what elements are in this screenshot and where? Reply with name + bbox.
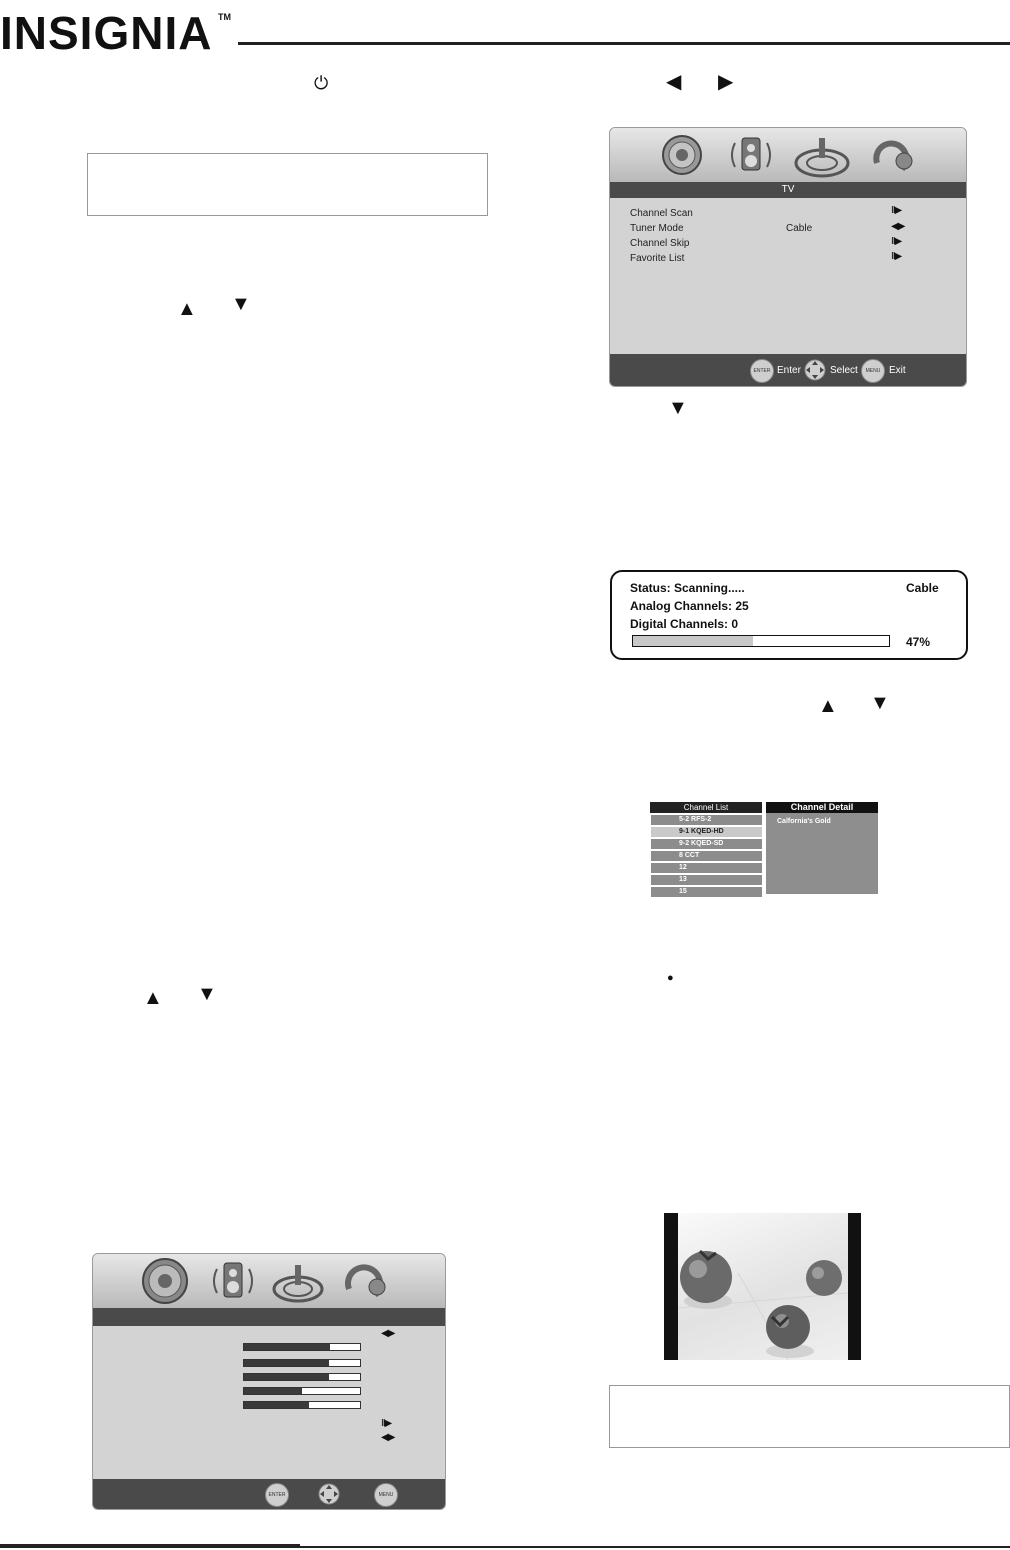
scan-status-box [610,570,968,660]
channel-list-item[interactable]: 8 CCT [651,851,762,861]
power-icon: ⏻ [314,73,329,93]
down-arrow-icon: ▼ [668,397,688,419]
left-arrow-icon: ◀ [666,71,682,93]
setting-indicator: ◀▶ [381,1328,395,1339]
down-arrow-icon: ▼ [870,692,890,714]
insignia-logo: INSIGNIA [0,7,213,59]
setting-indicator: ◀▶ [381,1432,395,1443]
scan-progress-label: 47% [906,635,931,649]
setting-bar[interactable] [243,1387,361,1395]
tomatoes-image [678,1213,848,1360]
picture-menu [92,1253,446,1510]
picture-tab-icon [663,136,701,174]
up-arrow-icon: ▲ [818,695,838,717]
bullet-icon: ● [667,972,674,984]
channel-tab-icon [274,1265,322,1301]
up-arrow-icon: ▲ [177,298,197,320]
tomato-photo [664,1213,861,1360]
channel-detail-text: Calfornia's Gold [777,818,831,825]
setting-bar[interactable] [243,1373,361,1381]
menu-item-tuner-mode[interactable]: Tuner Mode [630,223,684,234]
setting-bar[interactable] [243,1359,361,1367]
menu-footer [93,1479,445,1509]
scan-progress-bar [632,635,890,647]
digital-channel-count: Digital Channels: 0 [630,617,739,631]
tv-menu-title: TV [610,182,966,198]
channel-list-item[interactable]: 5-2 RFS-2 [651,815,762,825]
menu-icons [93,1254,445,1308]
audio-tab-icon [214,1263,252,1297]
menu-button-icon: MENU [374,1483,398,1507]
setting-bar[interactable] [243,1343,361,1351]
channel-list-item[interactable]: 12 [651,863,762,873]
menu-button-icon: MENU [861,359,885,383]
analog-channel-count: Analog Channels: 25 [630,599,749,613]
menu-item-favorite-list[interactable]: Favorite List [630,253,685,264]
enter-button-icon: ENTER [750,359,774,383]
submenu-indicator: II▶ [891,236,902,247]
settings-tab-icon [876,143,912,169]
channel-list-header: Channel List [650,802,762,813]
audio-tab-icon [732,138,770,170]
settings-tab-icon [348,1267,385,1295]
menu-icons [610,128,966,182]
menu-item-channel-scan[interactable]: Channel Scan [630,208,693,219]
select-label: Select [830,365,858,376]
trademark-mark: TM [218,12,231,22]
tv-menu [609,127,967,387]
note-box-right [609,1385,1010,1448]
dpad-icon [318,1483,340,1505]
enter-label: Enter [777,365,801,376]
menu-icon-bar [93,1254,445,1308]
menu-icon-bar [610,128,966,182]
channel-list-item[interactable]: 15 [651,887,762,897]
exit-label: Exit [889,365,906,376]
channel-list-item[interactable]: 9-2 KQED-SD [651,839,762,849]
menu-item-channel-skip[interactable]: Channel Skip [630,238,690,249]
picture-tab-icon [143,1259,187,1303]
footer-rule-accent [0,1544,300,1548]
channel-list-item[interactable]: 13 [651,875,762,885]
menu-title-bar [93,1308,445,1326]
enter-button-icon: ENTER [265,1483,289,1507]
up-arrow-icon: ▲ [143,987,163,1009]
dpad-icon [804,359,826,381]
photo-content [678,1213,848,1360]
scan-mode-text: Cable [906,581,939,595]
submenu-indicator: II▶ [891,205,902,216]
down-arrow-icon: ▼ [231,293,251,315]
header-rule [238,42,1010,45]
submenu-indicator: II▶ [891,251,902,262]
setting-indicator: II▶ [381,1418,392,1429]
right-arrow-icon: ▶ [718,71,734,93]
channel-detail-header: Channel Detail [766,802,878,813]
tv-menu-footer [610,354,966,386]
note-box-left [87,153,488,216]
channel-tab-icon [796,138,848,176]
channel-detail-panel [766,813,878,894]
scan-status-text: Status: Scanning..... [630,581,745,595]
tuner-mode-value: Cable [786,223,813,234]
down-arrow-icon: ▼ [197,983,217,1005]
channel-list-item[interactable]: 9-1 KQED-HD [651,827,762,837]
option-indicator: ◀▶ [891,221,905,232]
setting-bar[interactable] [243,1401,361,1409]
